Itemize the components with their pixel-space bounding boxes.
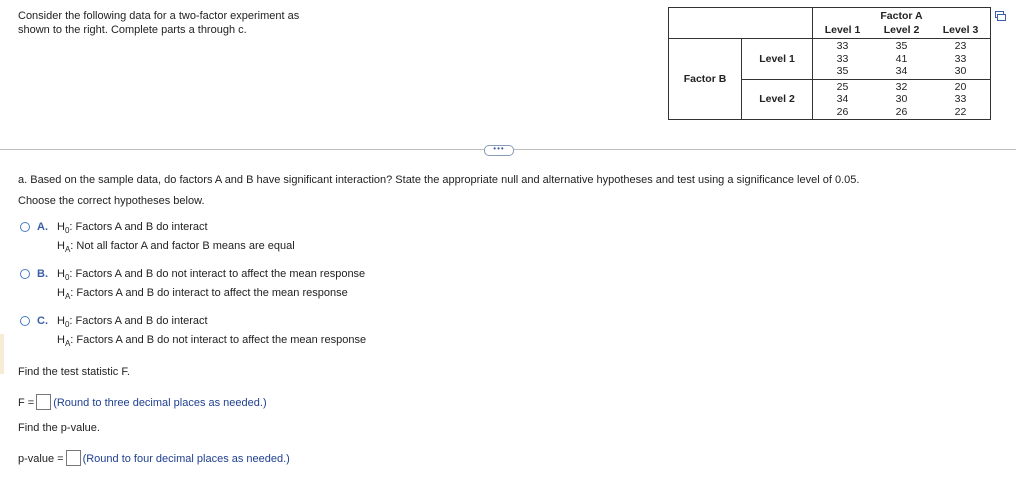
f-answer-row [18, 394, 267, 410]
null-hypothesis: $H_0$: Factors A and B do not interact to affect the mean response [57, 268, 366, 282]
cell-b2-a2 [872, 79, 931, 120]
value: 35 [895, 40, 908, 52]
cell-b2-a1 [813, 79, 873, 120]
expand-more-button[interactable]: ••• [484, 145, 514, 156]
factor-a-header [813, 8, 991, 39]
radio-button[interactable] [20, 269, 30, 279]
null-hypothesis: $H_0$: Factors A and B do interact [57, 315, 208, 329]
left-accent-bar [0, 334, 4, 374]
value: 32 [895, 80, 908, 93]
p-label: p-value = [18, 453, 64, 465]
cell-b1-a3 [931, 39, 991, 80]
cell-b2-a3 [931, 79, 991, 120]
option-letter: B. [37, 268, 48, 280]
cell-b1-a2 [872, 39, 931, 80]
find-f-prompt: Find the test statistic F. [18, 366, 130, 378]
b-level-1-label: Level 1 [742, 39, 813, 80]
option-letter: C. [37, 315, 48, 327]
value: 20 [954, 80, 967, 93]
value: 26 [895, 105, 908, 118]
question-a-text: a. Based on the sample data, do factors A and B have significant interaction? State the appropriate null and alternative hypotheses and test using a significance level of 0.05. [18, 174, 860, 186]
value: 33 [836, 52, 849, 65]
value: 41 [895, 52, 908, 65]
find-p-prompt: Find the p-value. [18, 422, 100, 434]
value: 25 [836, 80, 849, 93]
alt-hypothesis: $H_A$: Factors A and B do not interact to affect the mean response [57, 334, 367, 348]
factor-b-label: Factor B [669, 39, 742, 120]
value: 30 [895, 93, 908, 105]
copy-data-icon[interactable] [995, 11, 1006, 21]
a-level-3-label: Level 3 [942, 24, 979, 36]
a-level-1-label: Level 1 [824, 24, 861, 36]
value: 30 [954, 65, 967, 77]
radio-button[interactable] [20, 316, 30, 326]
b-level-2-label: Level 2 [742, 79, 813, 120]
value: 33 [836, 40, 849, 52]
factor-a-label: Factor A [880, 10, 923, 22]
p-value-input[interactable] [66, 450, 81, 466]
value: 35 [836, 65, 849, 77]
option-letter: A. [37, 221, 48, 233]
choose-prompt: Choose the correct hypotheses below. [18, 195, 205, 207]
null-hypothesis: $H_0$: Factors A and B do interact [57, 221, 208, 235]
f-label: F = [18, 397, 35, 409]
value: 33 [954, 52, 967, 65]
table-corner [669, 8, 813, 39]
a-level-2-label: Level 2 [883, 24, 920, 36]
alt-hypothesis: $H_A$: Factors A and B do interact to affect the mean response [57, 287, 348, 301]
value: 23 [954, 40, 967, 52]
alt-hypothesis: $H_A$: Not all factor A and factor B means are equal [57, 240, 295, 254]
value: 26 [836, 105, 849, 118]
f-round-hint: (Round to three decimal places as needed.) [53, 397, 267, 409]
f-answer-input[interactable] [36, 394, 51, 410]
p-round-hint: (Round to four decimal places as needed.) [82, 453, 290, 465]
problem-intro: Consider the following data for a two-factor experiment as shown to the right. Complete parts a through c. [18, 10, 300, 36]
radio-button[interactable] [20, 222, 30, 232]
value: 22 [954, 105, 967, 118]
value: 33 [954, 93, 967, 105]
cell-b1-a1 [813, 39, 873, 80]
value: 34 [895, 65, 908, 77]
data-table [668, 7, 991, 120]
p-answer-row [18, 450, 290, 466]
value: 34 [836, 93, 849, 105]
